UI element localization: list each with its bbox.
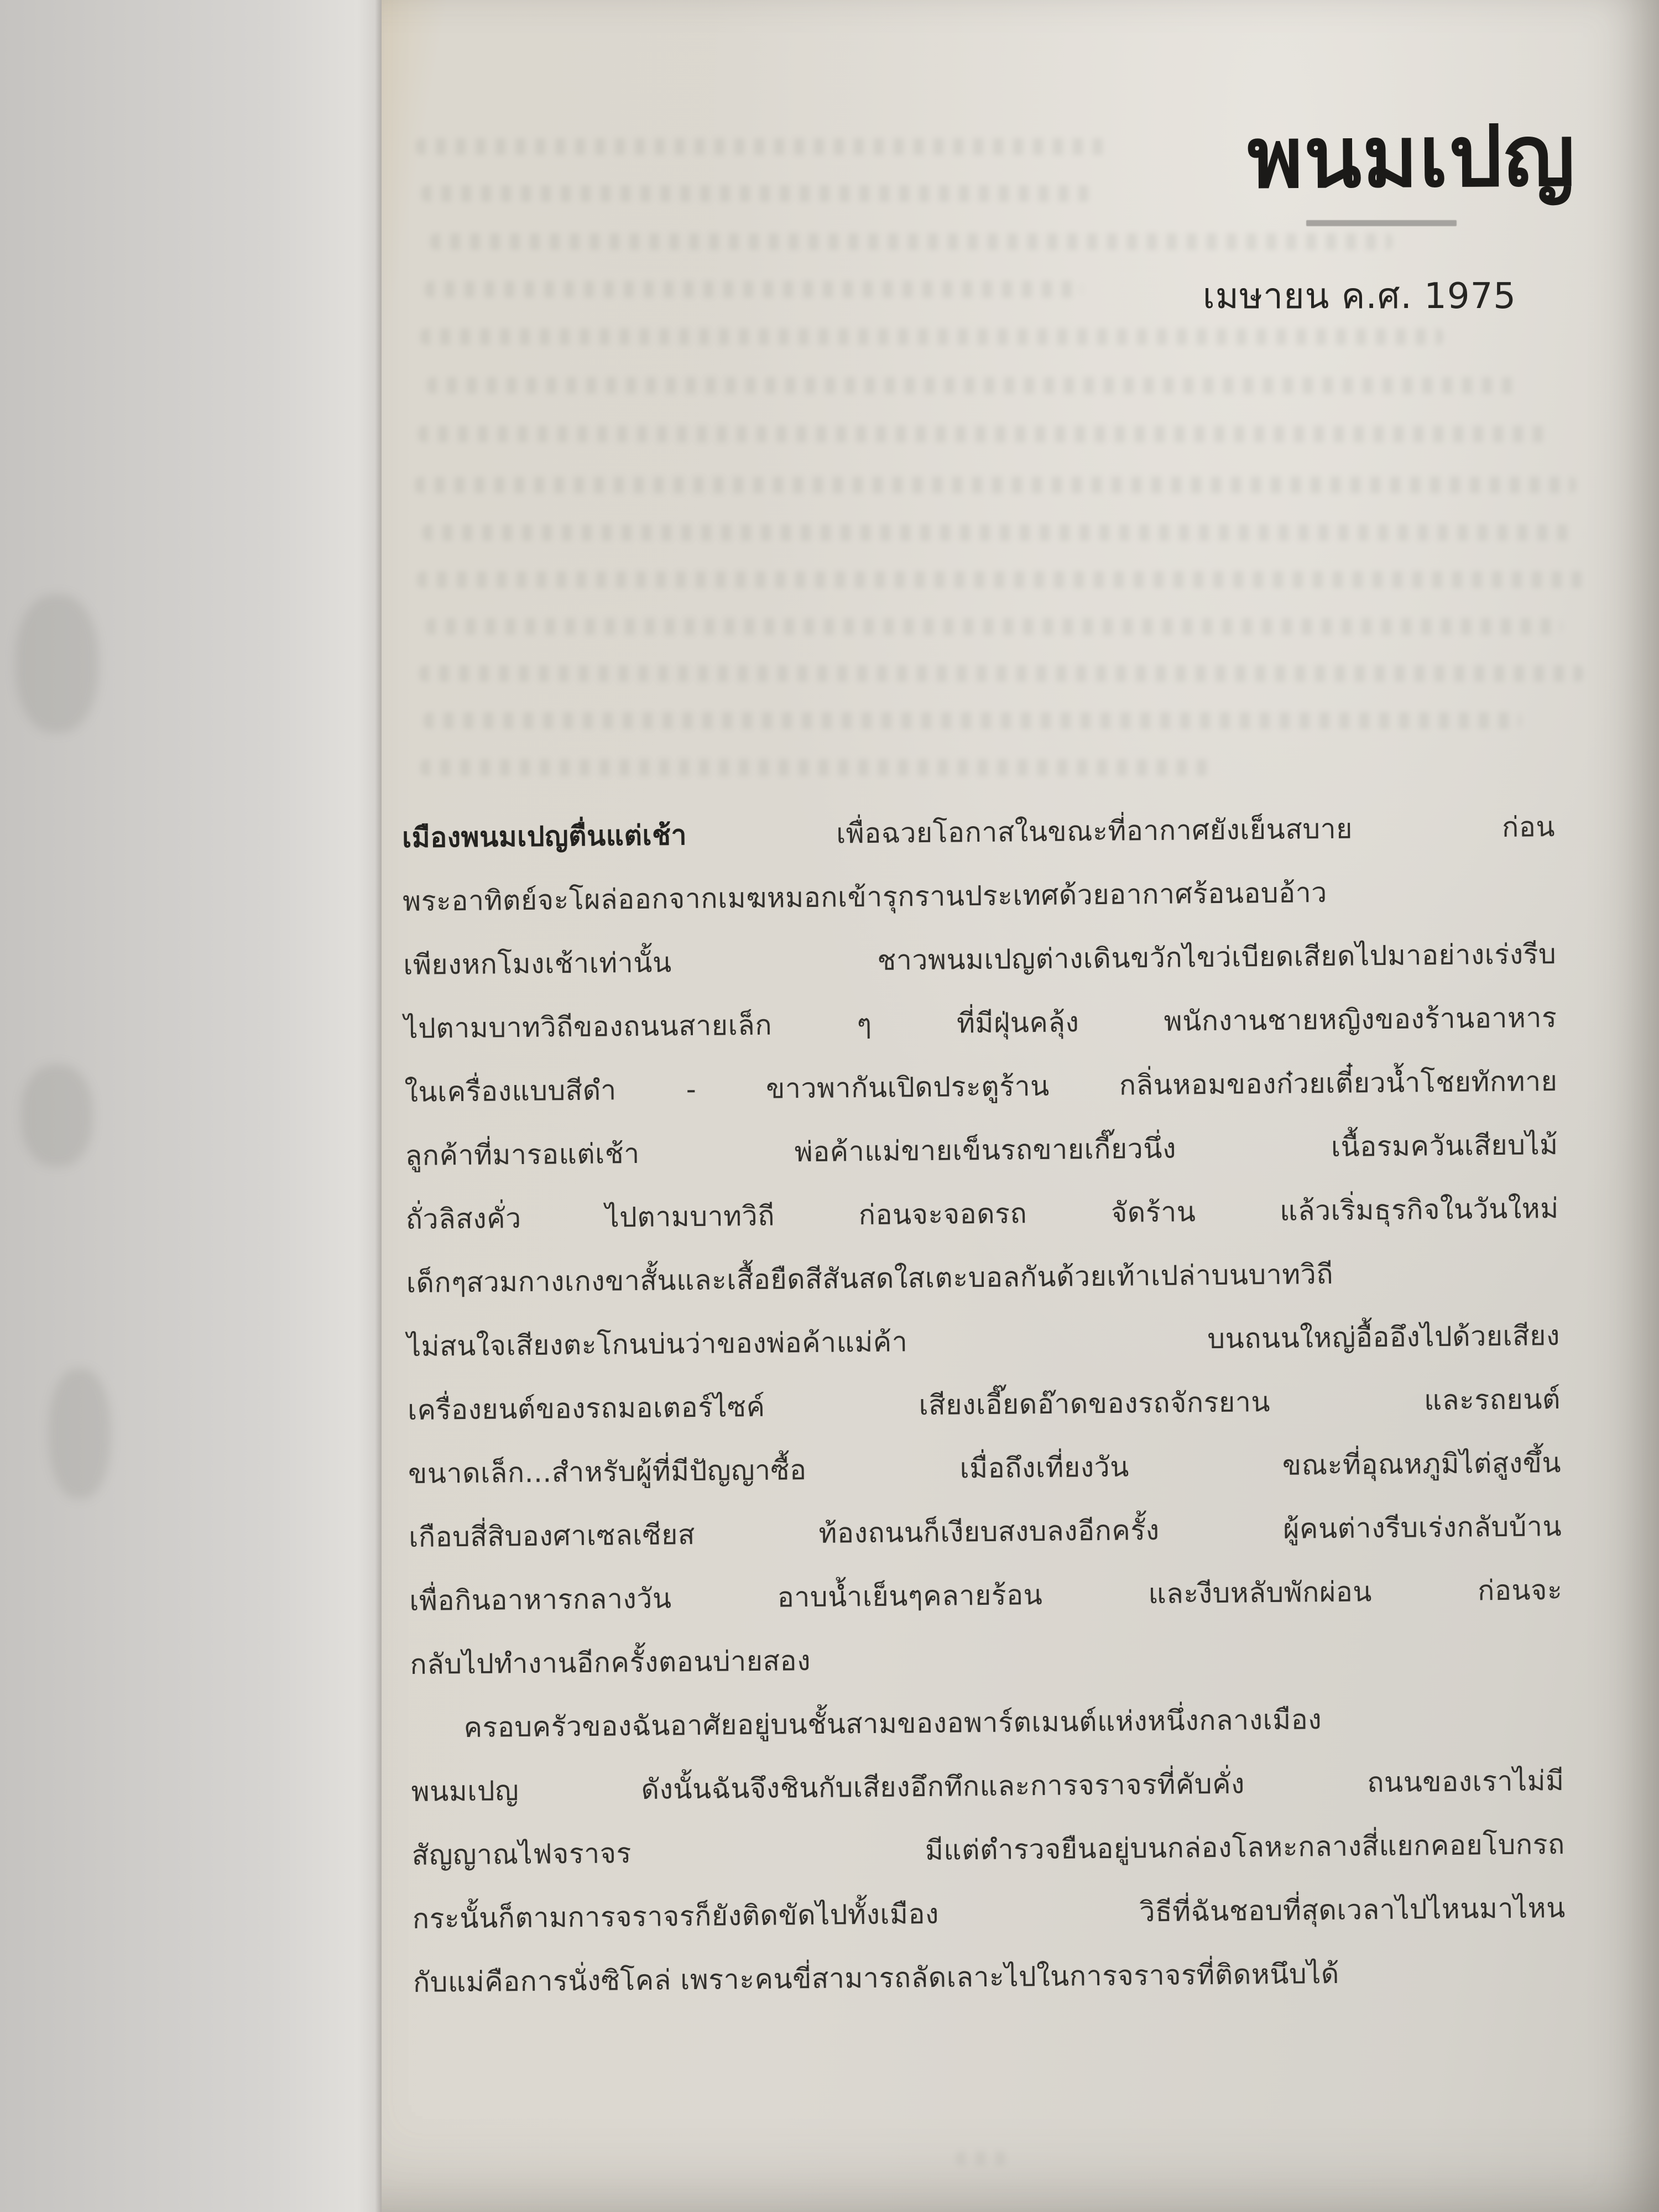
text-line: ในเครื่องแบบสีดำ - ขาวพากันเปิดประตูร้าน กลิ่นหอมของก๋วยเตี๋ยวน้ำโชยทักทาย	[404, 1065, 1558, 1109]
chapter-header	[635, 91, 1577, 227]
text-line: กระนั้นก็ตามการจราจรก็ยังติดขัดไปทั้งเมือง วิธีที่ฉันชอบที่สุดเวลาไปไหนมาไหน	[412, 1891, 1566, 1935]
text-line: เพื่อกินอาหารกลางวัน อาบน้ำเย็นๆคลายร้อน และงีบหลับพักผ่อน ก่อนจะ	[409, 1573, 1563, 1617]
text-line: เกือบสี่สิบองศาเซลเซียส ท้องถนนก็เงียบสงบลงอีกครั้ง ผู้คนต่างรีบเร่งกลับบ้าน	[408, 1510, 1562, 1553]
ghost-page-number	[956, 2151, 1006, 2166]
show-through-smudge	[21, 1065, 93, 1167]
text-line: เด็กๆสวมกางเกงขาสั้นและเสื้อยืดสีสันสดใสเตะบอลกันด้วยเท้าเปล่าบนบาทวิถี	[406, 1258, 1334, 1300]
text-line: กับแม่คือการนั่งซิโคล่ เพราะคนขี่สามารถลัดเลาะไปในการจราจรที่ติดหนึบได้	[413, 1957, 1340, 1999]
ghost-text-line	[430, 233, 1392, 250]
paragraph-lead: เมืองพนมเปญตื่นแต่เช้า	[401, 819, 687, 854]
text-line: ถั่วลิสงคั่ว ไปตามบาทวิถี ก่อนจะจอดรถ จัดร้าน แล้วเริ่มธุรกิจในวันใหม่	[405, 1192, 1559, 1236]
show-through-smudge	[49, 1369, 111, 1499]
show-through-smudge	[15, 594, 98, 733]
ghost-text-line	[418, 426, 1552, 442]
ghost-text-line	[426, 618, 1562, 635]
text-line: พนมเปญ ดังนั้นฉันจึงชินกับเสียงอึกทึกและการจราจรที่คับคั่ง ถนนของเราไม่มี	[411, 1764, 1564, 1808]
ghost-text-line	[415, 477, 1576, 493]
text-line-rest: เพื่อฉวยโอกาสในขณะที่อากาศยังเย็นสบาย ก่อน	[836, 811, 1556, 850]
text-line	[402, 795, 1556, 870]
text-line: กลับไปทำงานอีกครั้งตอนบ่ายสอง	[410, 1645, 811, 1681]
ghost-text-line	[419, 665, 1583, 682]
text-line: ครอบครัวของฉันอาศัยอยู่บนชั้นสามของอพาร์ตเมนต์แห่งหนึ่งกลางเมือง	[463, 1703, 1322, 1744]
ghost-text-line	[425, 281, 1083, 298]
text-line: เพียงหกโมงเช้าเท่านั้น ชาวพนมเปญต่างเดินขวักไขว่เบียดเสียดไปมาอย่างเร่งรีบ	[403, 938, 1557, 982]
chapter-title: พนมเปญ	[1247, 107, 1577, 207]
ghost-text-line	[420, 759, 1217, 776]
chapter-date: เมษายน ค.ศ. 1975	[1202, 276, 1516, 317]
book-page	[382, 0, 1659, 2212]
title-underline	[1306, 220, 1457, 226]
text-line: ไม่สนใจเสียงตะโกนบ่นว่าของพ่อค้าแม่ค้า บนถนนใหญ่อื้ออึงไปด้วยเสียง	[406, 1319, 1561, 1363]
ghost-text-line	[420, 328, 1443, 345]
text-line: ขนาดเล็ก...สำหรับผู้ที่มีปัญญาซื้อ เมื่อถึงเที่ยงวัน ขณะที่อุณหภูมิไต่สูงขึ้น	[408, 1446, 1562, 1490]
text-line: สัญญาณไฟจราจร มีแต่ตำรวจยืนอยู่บนกล่องโลหะกลางสี่แยกคอยโบกรถ	[411, 1828, 1565, 1871]
text-line: ลูกค้าที่มารอแต่เช้า พ่อค้าแม่ขายเข็นรถขายเกี๊ยวนึ่ง เนื้อรมควันเสียบไม้	[405, 1129, 1558, 1172]
text-line: ไปตามบาทวิถีของถนนสายเล็ก ๆ ที่มีฝุ่นคลุ้ง พนักงานชายหญิงของร้านอาหาร	[404, 1001, 1557, 1045]
ghost-text-line	[427, 377, 1522, 394]
adjacent-page-edge	[0, 0, 384, 2212]
ghost-text-line	[424, 712, 1521, 729]
ghost-text-line	[417, 571, 1587, 588]
ghost-text-line	[422, 524, 1570, 541]
text-line: พระอาทิตย์จะโผล่ออกจากเมฆหมอกเข้ารุกรานประเทศด้วยอากาศร้อนอบอ้าว	[402, 877, 1328, 918]
body-text	[402, 795, 1567, 2015]
text-line: เครื่องยนต์ของรถมอเตอร์ไซค์ เสียงเอี๊ยดอ๊าดของรถจักรยาน และรถยนต์	[407, 1383, 1561, 1427]
